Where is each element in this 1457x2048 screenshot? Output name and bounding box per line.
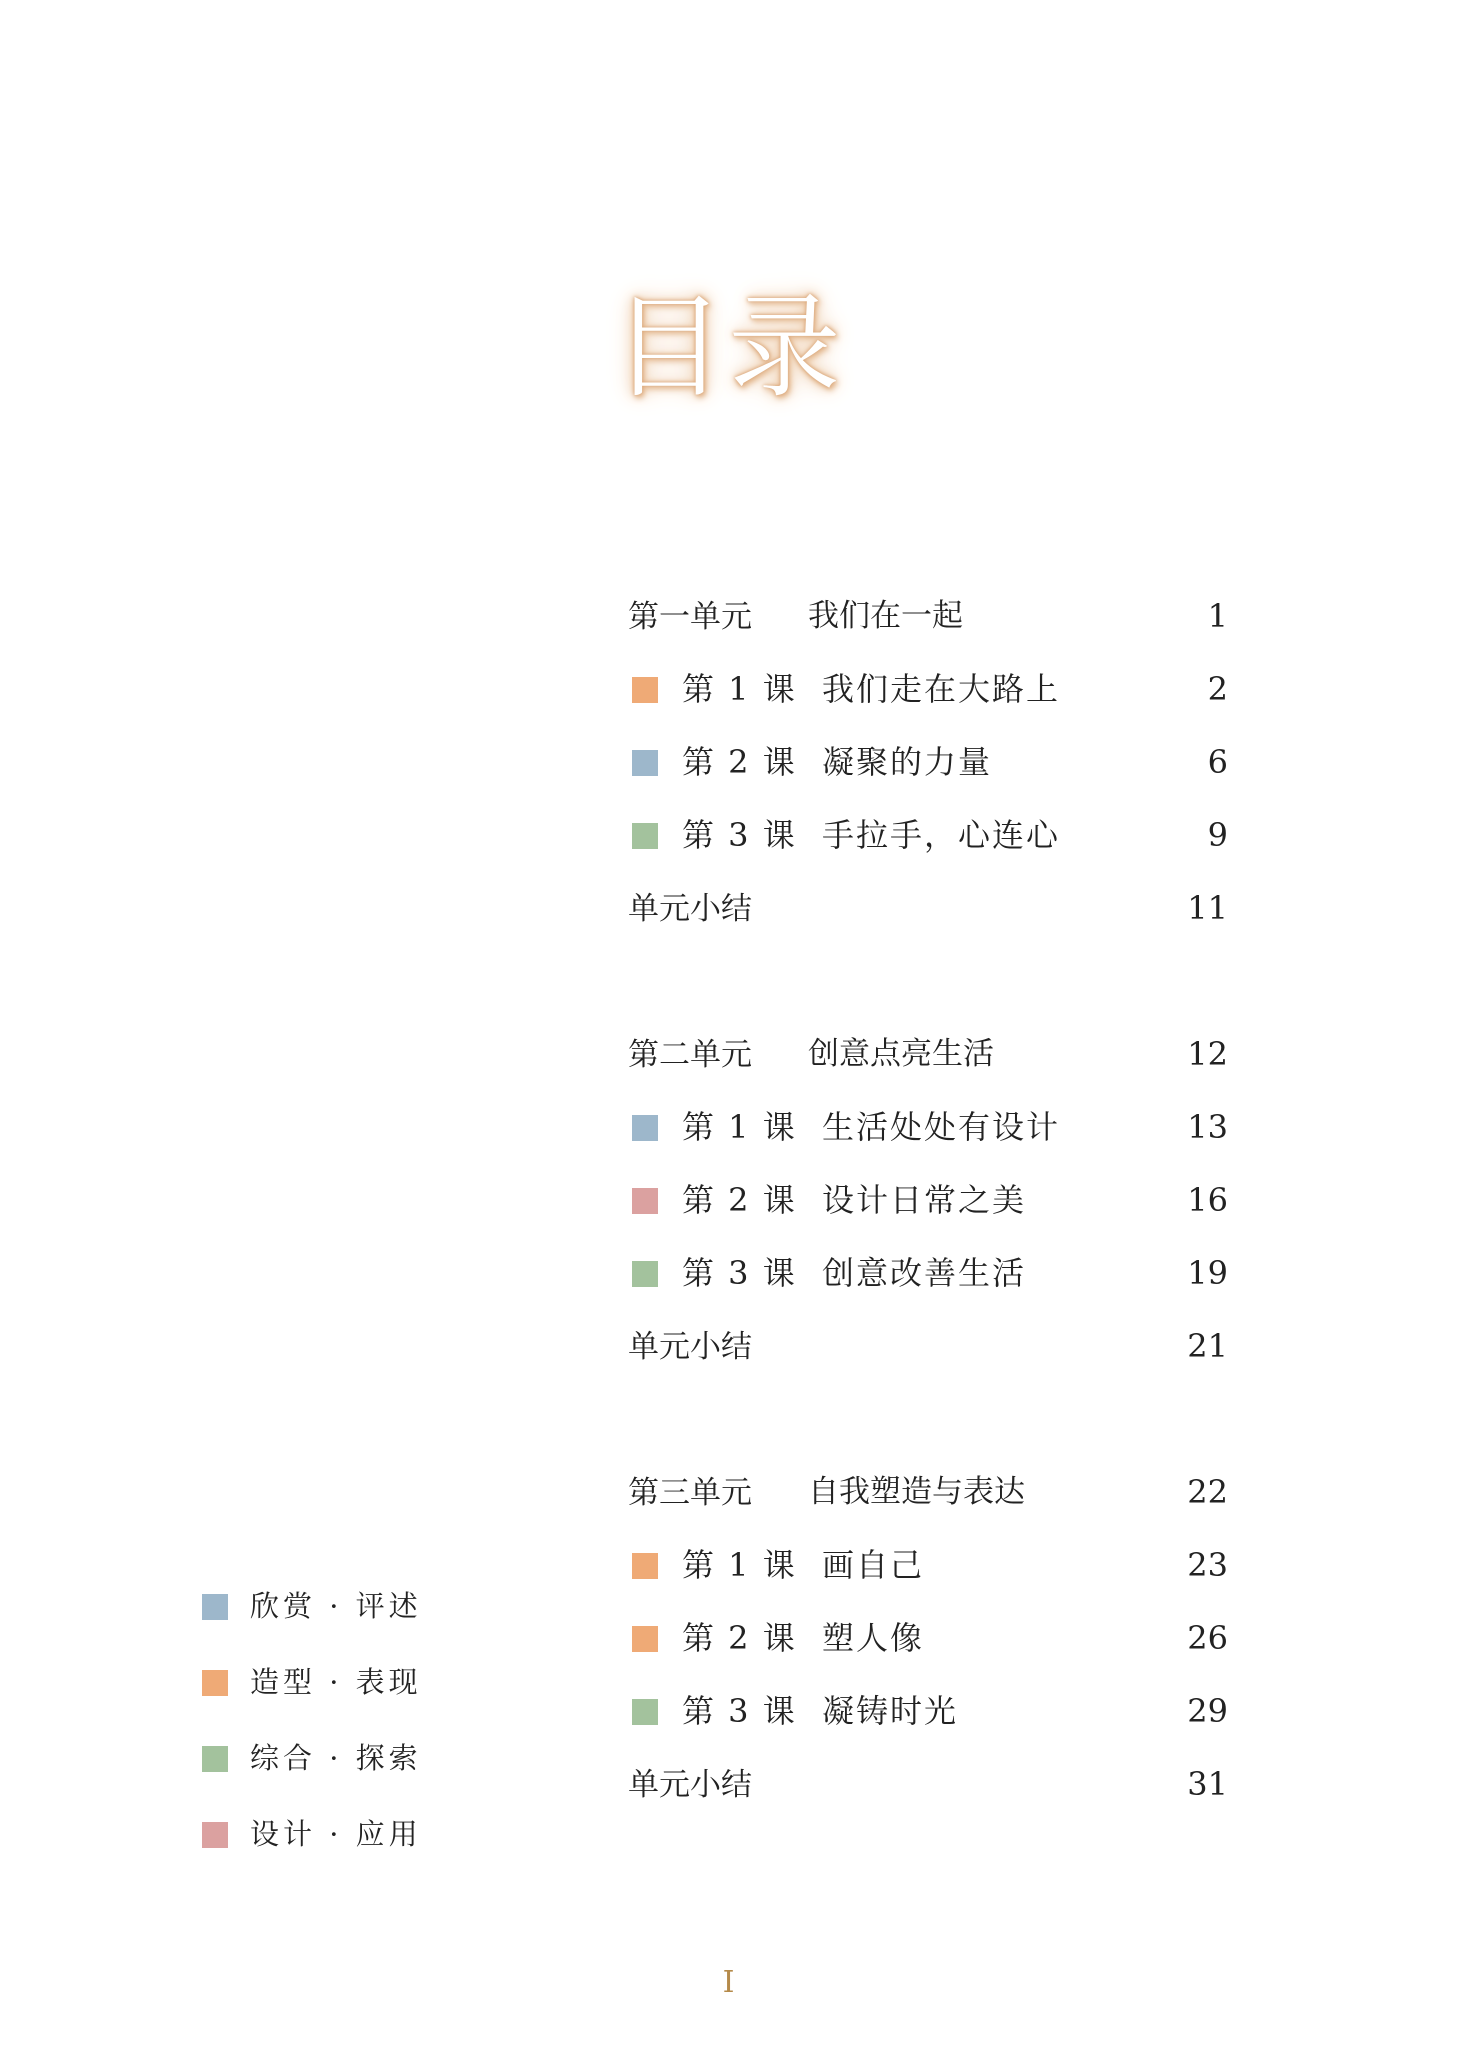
lesson-entry[interactable] [628,799,1228,872]
lesson-number: 第 2 课 [682,743,797,781]
unit-title: 自我塑造与表达 [808,1474,1025,1510]
page-number: 23 [1187,1546,1228,1584]
legend-label: 设计 · 应用 [250,1817,422,1851]
page-number: 16 [1187,1181,1228,1219]
unit-summary[interactable] [628,1310,1228,1383]
lesson-entry[interactable] [628,726,1228,799]
legend-label: 综合 · 探索 [250,1741,422,1775]
page-number: 29 [1187,1692,1228,1730]
category-swatch [632,1626,658,1652]
page-number: 26 [1187,1619,1228,1657]
unit-heading[interactable] [628,1456,1228,1529]
category-swatch [632,1261,658,1287]
page-number: 9 [1207,816,1228,854]
lesson-entry[interactable] [628,1529,1228,1602]
page-number: 13 [1187,1108,1228,1146]
category-swatch [632,750,658,776]
unit-title: 我们在一起 [808,598,963,634]
lesson-title: 凝聚的力量 [822,743,993,781]
page-number: 11 [1187,889,1228,927]
category-swatch [632,1553,658,1579]
unit-heading[interactable] [628,580,1228,653]
category-swatch [632,823,658,849]
page-number: 6 [1207,743,1228,781]
lesson-title: 创意改善生活 [822,1254,1027,1292]
lesson-title: 手拉手，心连心 [822,816,1061,854]
lesson-number: 第 1 课 [682,1546,797,1584]
summary-label: 单元小结 [628,891,752,927]
page-number: 19 [1187,1254,1228,1292]
lesson-number: 第 2 课 [682,1181,797,1219]
page-number: 1 [1207,597,1228,635]
lesson-number: 第 3 课 [682,816,797,854]
summary-label: 单元小结 [628,1767,752,1803]
lesson-number: 第 1 课 [682,670,797,708]
legend-swatch [202,1594,228,1620]
legend-swatch [202,1822,228,1848]
page-number: 22 [1187,1473,1228,1511]
page-number: 21 [1187,1327,1228,1365]
page-title: 目录 [612,283,845,413]
category-swatch [632,1188,658,1214]
lesson-title: 画自己 [822,1546,925,1584]
lesson-entry[interactable] [628,1675,1228,1748]
unit-label: 第二单元 [628,1037,752,1073]
unit-label: 第三单元 [628,1475,752,1511]
category-swatch [632,1115,658,1141]
lesson-title: 生活处处有设计 [822,1108,1061,1146]
summary-label: 单元小结 [628,1329,752,1365]
legend-swatch [202,1746,228,1772]
lesson-title: 我们走在大路上 [822,670,1061,708]
lesson-entry[interactable] [628,1091,1228,1164]
lesson-entry[interactable] [628,653,1228,726]
lesson-title: 塑人像 [822,1619,925,1657]
lesson-entry[interactable] [628,1237,1228,1310]
lesson-title: 设计日常之美 [822,1181,1027,1219]
page-number: 12 [1187,1035,1228,1073]
lesson-title: 凝铸时光 [822,1692,959,1730]
unit-label: 第一单元 [628,599,752,635]
page-number: 2 [1207,670,1228,708]
unit-summary[interactable] [628,1748,1228,1821]
lesson-entry[interactable] [628,1602,1228,1675]
unit-heading[interactable] [628,1018,1228,1091]
category-swatch [632,677,658,703]
lesson-number: 第 3 课 [682,1254,797,1292]
table-of-contents [628,580,1228,1821]
category-swatch [632,1699,658,1725]
unit-summary[interactable] [628,872,1228,945]
legend-label: 造型 · 表现 [250,1665,422,1699]
page-number: 31 [1187,1765,1228,1803]
lesson-number: 第 2 课 [682,1619,797,1657]
legend-swatch [202,1670,228,1696]
page-folio: I [722,1965,735,2000]
legend-label: 欣赏 · 评述 [250,1589,422,1623]
lesson-number: 第 3 课 [682,1692,797,1730]
unit-title: 创意点亮生活 [808,1036,994,1072]
lesson-entry[interactable] [628,1164,1228,1237]
lesson-number: 第 1 课 [682,1108,797,1146]
